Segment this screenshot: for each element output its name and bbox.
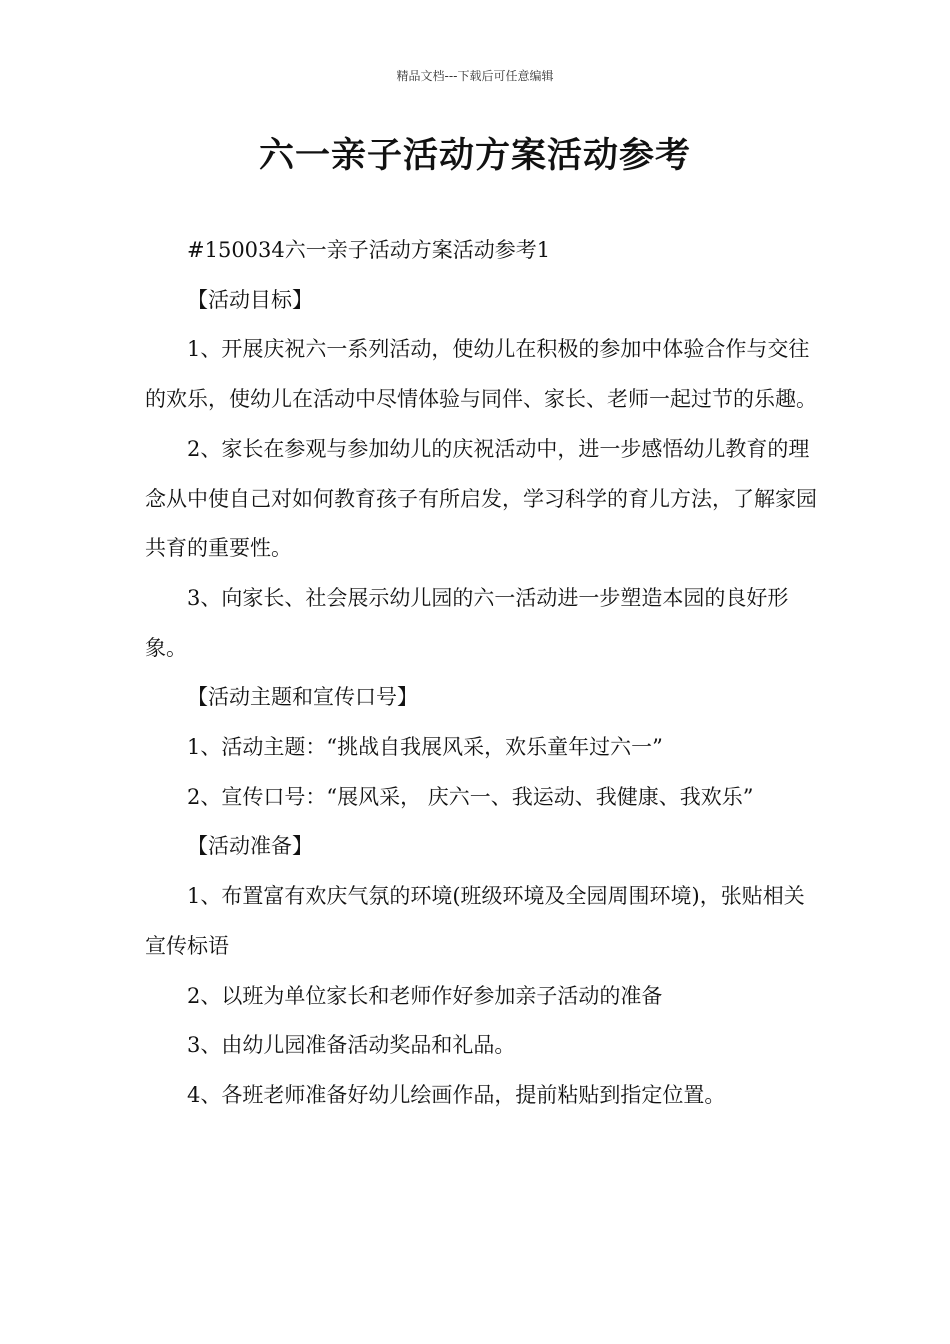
goal-paragraph-1: 1、开展庆祝六一系列活动，使幼儿在积极的参加中体验合作与交往的欢乐，使幼儿在活动中尽情体验与同伴、家长、老师一起过节的乐趣。 xyxy=(145,337,817,412)
goal-paragraph-2: 2、家长在参观与参加幼儿的庆祝活动中，进一步感悟幼儿教育的理念从中使自己对如何教育孩子有所启发，学习科学的育儿方法，了解家园共育的重要性。 xyxy=(145,436,817,561)
prep-paragraph-1: 1、布置富有欢庆气氛的环境(班级环境及全园周围环境)，张贴相关宣传标语 xyxy=(145,884,805,958)
theme-paragraph-1: 1、活动主题：“挑战自我展风采，欢乐童年过六一” xyxy=(187,735,663,760)
section-heading-theme: 【活动主题和宣传口号】 xyxy=(187,685,418,710)
prep-paragraph-4: 4、各班老师准备好幼儿绘画作品，提前粘贴到指定位置。 xyxy=(187,1082,726,1107)
header-note: 精品文档---下载后可任意编辑 xyxy=(396,69,554,83)
prep-paragraph-2: 2、以班为单位家长和老师作好参加亲子活动的准备 xyxy=(187,983,663,1008)
page-title: 六一亲子活动方案活动参考 xyxy=(258,136,691,176)
theme-paragraph-2: 2、宣传口号：“展风采， 庆六一、我运动、我健康、我欢乐” xyxy=(187,784,754,809)
document-body xyxy=(145,226,825,1121)
prep-paragraph-3: 3、由幼儿园准备活动奖品和礼品。 xyxy=(187,1033,516,1058)
doc-id-line: #150034六一亲子活动方案活动参考1 xyxy=(187,238,551,262)
goal-paragraph-3: 3、向家长、社会展示幼儿园的六一活动进一步塑造本园的良好形象。 xyxy=(145,585,789,660)
section-heading-preparation: 【活动准备】 xyxy=(187,834,313,859)
section-heading-goals: 【活动目标】 xyxy=(187,287,313,312)
